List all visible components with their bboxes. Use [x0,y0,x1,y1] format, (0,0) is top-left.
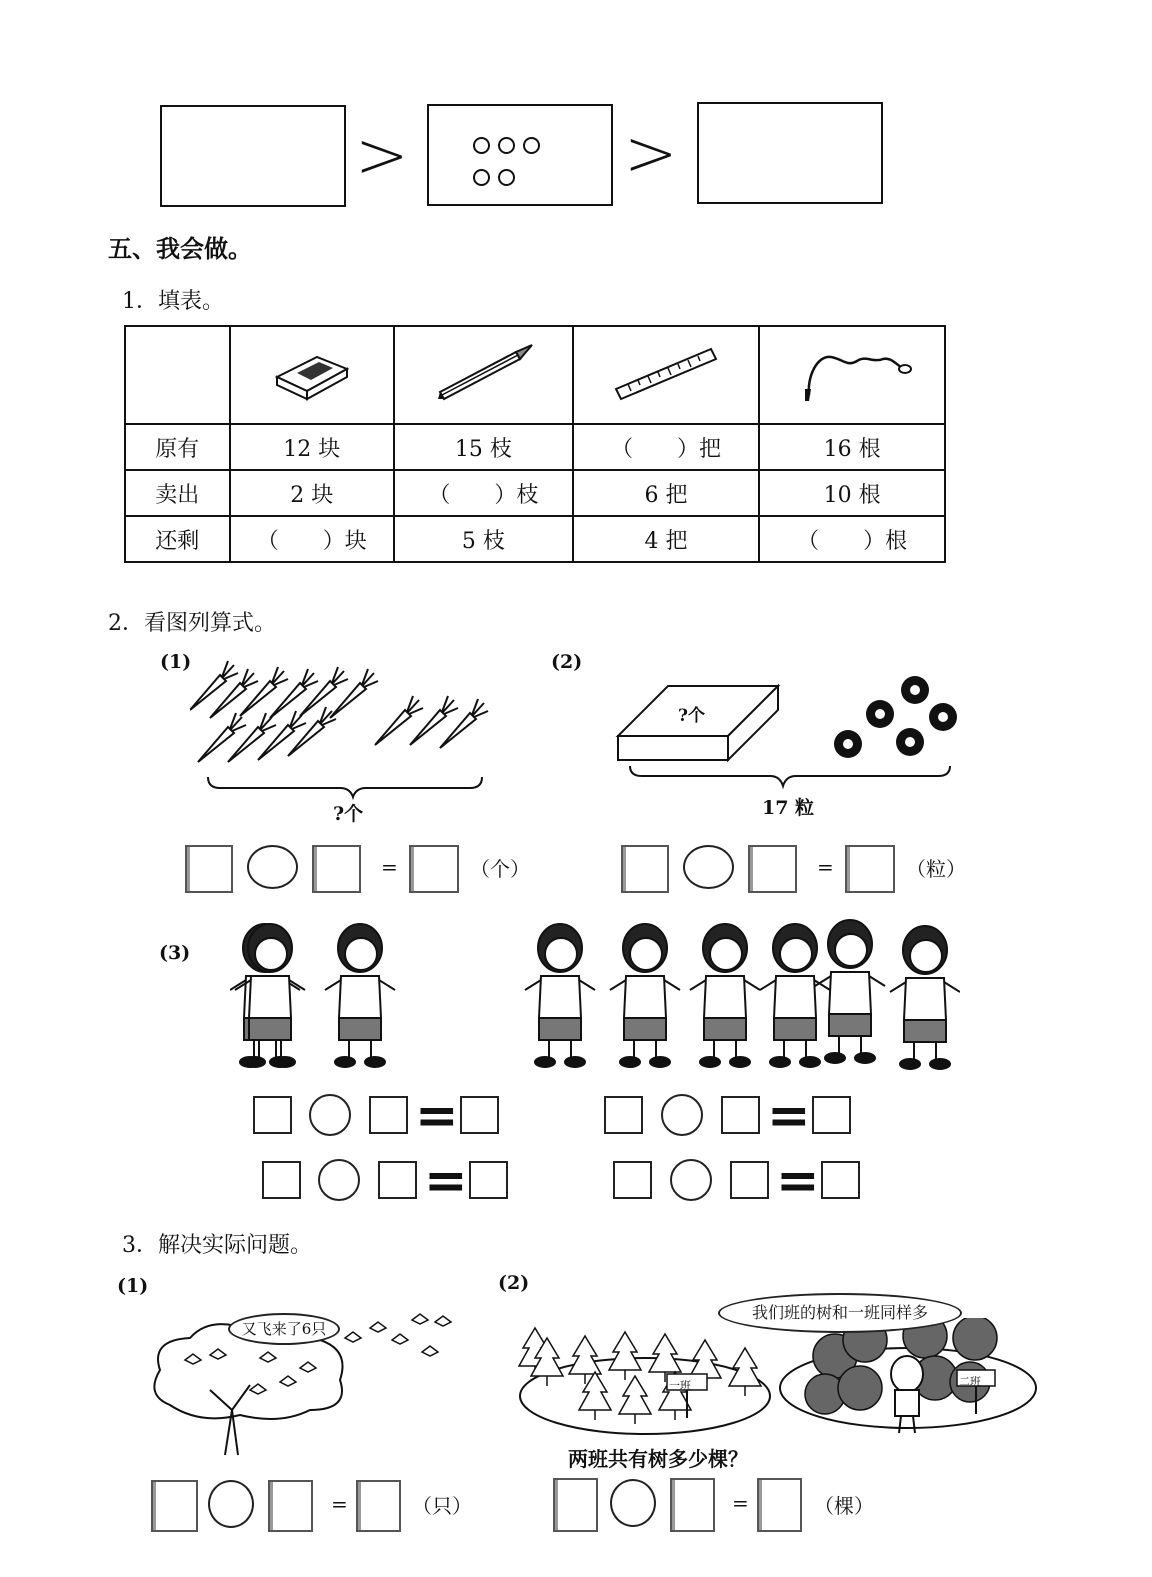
equals-sign: = [767,1086,811,1146]
q2-p1-brace-label: ?个 [333,803,364,825]
equals-sign: = [415,1086,459,1146]
table-cell: 12 块 [230,424,395,470]
q2-p2-box-label: ?个 [678,706,705,726]
class-two-sign: 二班 [959,1375,981,1388]
table-corner-cell [125,326,230,424]
table-cell-blank[interactable]: （ ）枝 [394,470,573,516]
answer-box[interactable] [268,1480,313,1532]
jump-rope-cell [759,326,945,424]
eraser-cell [230,326,395,424]
eraser-icon [267,337,357,407]
compare-box-left[interactable] [160,105,346,207]
operator-circle[interactable] [247,845,298,889]
equals-sign: = [732,1491,749,1515]
operator-circle[interactable] [208,1480,254,1528]
unit-label: （粒） [906,857,966,881]
table-cell-blank[interactable]: （ ）把 [573,424,760,470]
table-cell: 2 块 [230,470,395,516]
answer-box[interactable] [378,1161,417,1199]
q2-p1-tag: (1) [160,651,192,673]
equals-sign: = [776,1151,820,1211]
table-row [125,424,945,470]
box-and-pills-picture [610,670,970,800]
equals-sign: = [424,1151,468,1211]
answer-box[interactable] [845,845,895,893]
q3-p2-tag: (2) [498,1272,530,1294]
answer-box[interactable] [721,1096,760,1134]
operator-circle[interactable] [661,1094,703,1136]
q3-p1-speech-bubble: 又飞来了6只 [228,1313,340,1345]
answer-box[interactable] [409,845,459,893]
q3-label: 3．解决实际问题。 [122,1233,312,1258]
class-one-sign: 一班 [669,1379,691,1392]
operator-circle[interactable] [610,1479,656,1527]
row-label: 卖出 [125,470,230,516]
answer-box[interactable] [812,1096,851,1134]
answer-box[interactable] [469,1161,508,1199]
unit-label: （只） [412,1494,472,1518]
operator-circle[interactable] [683,845,734,889]
table-cell: 5 枝 [394,516,573,562]
unit-label: （个） [470,857,530,881]
answer-box[interactable] [553,1478,598,1532]
answer-box[interactable] [613,1161,652,1199]
answer-box[interactable] [748,845,797,893]
circle-icon [473,137,490,154]
answer-box[interactable] [151,1480,198,1532]
greater-than-sign-1: > [355,119,409,193]
q3-p1-tag: (1) [117,1275,149,1297]
answer-box[interactable] [253,1096,292,1134]
q2-p2-tag: (2) [551,651,583,673]
answer-box[interactable] [670,1478,715,1532]
section-title: 五、我会做。 [108,235,252,263]
answer-box[interactable] [185,845,233,893]
answer-box[interactable] [460,1096,499,1134]
q2-p2-brace-label: 17 粒 [762,797,815,819]
q3-p2-speech-bubble: 我们班的树和一班同样多 [718,1293,962,1333]
table-row [125,516,945,562]
unit-label: （棵） [814,1494,874,1518]
row-label: 原有 [125,424,230,470]
ruler-icon [606,337,726,407]
q3-p2-question: 两班共有树多少棵？ [568,1447,748,1471]
table-header-row [125,326,945,424]
q1-label: 1．填表。 [122,289,224,314]
table-cell: 4 把 [573,516,760,562]
pencil-cell [394,326,573,424]
table-row [125,470,945,516]
compare-box-middle [427,104,613,206]
row-label: 还剩 [125,516,230,562]
operator-circle[interactable] [670,1159,712,1201]
answer-box[interactable] [821,1161,860,1199]
q2-label: 2．看图列算式。 [108,611,276,636]
table-cell-blank[interactable]: （ ）块 [230,516,395,562]
equals-sign: = [331,1492,348,1516]
answer-box[interactable] [604,1096,643,1134]
table-cell: 6 把 [573,470,760,516]
equals-sign: = [817,855,834,879]
circle-icon [498,137,515,154]
answer-box[interactable] [730,1161,769,1199]
answer-box[interactable] [312,845,361,893]
circle-icon [523,137,540,154]
q2-p3-tag: (3) [159,942,191,964]
ruler-cell [573,326,760,424]
circle-icon [473,169,490,186]
operator-circle[interactable] [318,1159,360,1201]
table-cell: 15 枝 [394,424,573,470]
circle-icon [498,169,515,186]
fill-table [124,325,946,563]
table-cell: 16 根 [759,424,945,470]
greater-than-sign-2: > [624,117,678,191]
answer-box[interactable] [262,1161,301,1199]
answer-box[interactable] [757,1478,802,1532]
compare-box-right[interactable] [697,102,883,204]
jump-rope-icon [787,337,917,407]
table-cell-blank[interactable]: （ ）根 [759,516,945,562]
equals-sign: = [381,855,398,879]
operator-circle[interactable] [309,1094,351,1136]
answer-box[interactable] [621,845,669,893]
carrots-picture [190,655,520,820]
pencil-icon [428,337,538,407]
answer-box[interactable] [356,1480,401,1532]
table-cell: 10 根 [759,470,945,516]
children-picture [230,918,960,1078]
answer-box[interactable] [369,1096,408,1134]
